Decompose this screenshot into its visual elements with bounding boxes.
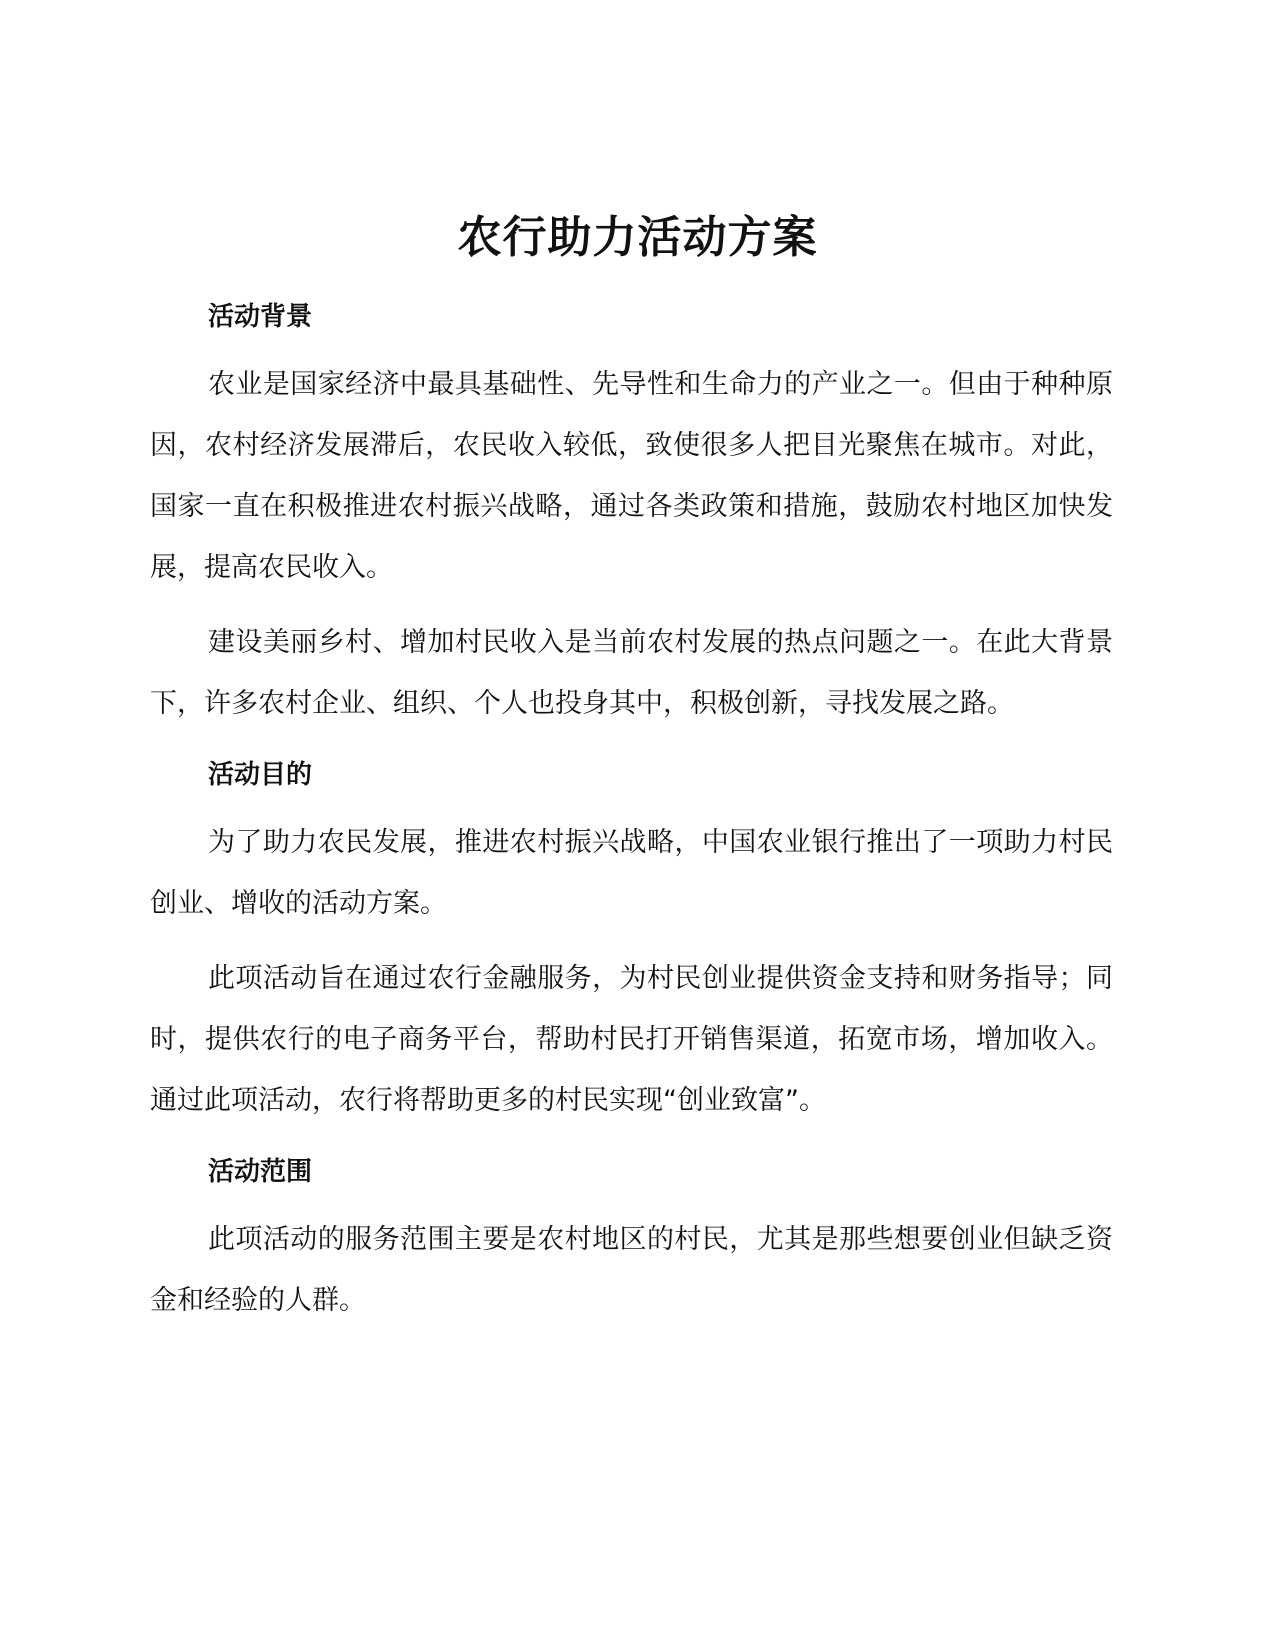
paragraph: 为了助力农民发展，推进农村振兴战略，中国农业银行推出了一项助力村民创业、增收的活动方案。 (150, 827, 1113, 919)
paragraph: 此项活动旨在通过农行金融服务，为村民创业提供资金支持和财务指导；同时，提供农行的电子商务平台，帮助村民打开销售渠道，拓宽市场，增加收入。通过此项活动，农行将帮助更多的村民实现“创业致富”。 (150, 963, 1113, 1116)
section-background (150, 290, 1113, 734)
paragraph: 此项活动的服务范围主要是农村地区的村民，尤其是那些想要创业但缺乏资金和经验的人群。 (150, 1224, 1113, 1316)
paragraph: 农业是国家经济中最具基础性、先导性和生命力的产业之一。但由于种种原因，农村经济发展滞后，农民收入较低，致使很多人把目光聚焦在城市。对此，国家一直在积极推进农村振兴战略，通过各类政策和措施，鼓励农村地区加快发展，提高农民收入。 (150, 369, 1113, 583)
section-heading: 活动范围 (208, 1157, 313, 1187)
paragraph: 建设美丽乡村、增加村民收入是当前农村发展的热点问题之一。在此大背景下，许多农村企业、组织、个人也投身其中，积极创新，寻找发展之路。 (150, 627, 1113, 719)
document-body (150, 290, 1113, 1331)
section-heading: 活动背景 (208, 302, 313, 332)
document-title: 农行助力活动方案 (457, 212, 818, 263)
section-heading: 活动目的 (208, 760, 313, 790)
section-purpose (150, 748, 1113, 1131)
section-scope (150, 1145, 1113, 1331)
